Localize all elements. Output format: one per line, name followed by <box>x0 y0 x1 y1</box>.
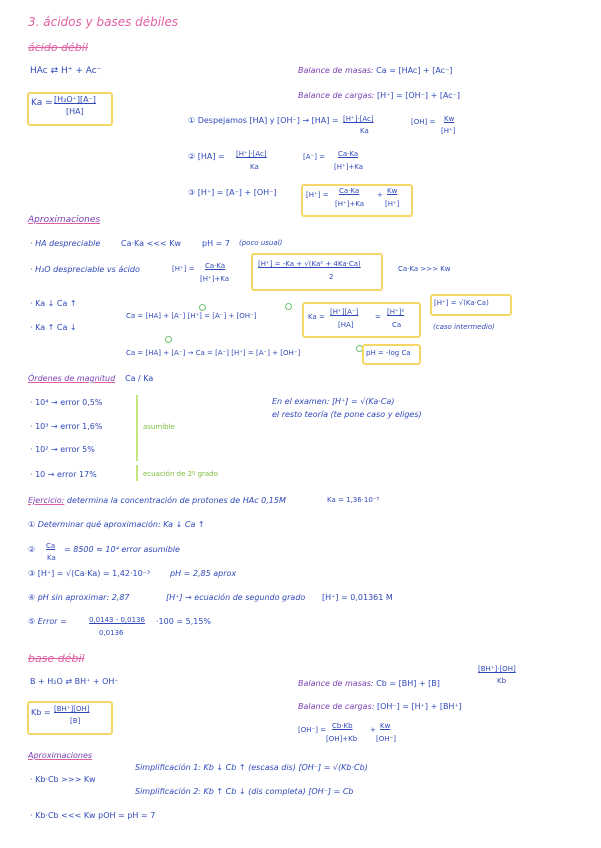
step3-f1-num: Ca·Ka <box>339 187 360 195</box>
step3-plus: + <box>377 191 383 199</box>
aprox-r1-cond: Ca·Ka <<< Kw <box>121 239 182 248</box>
step2-a-den: [H⁺]+Ka <box>334 163 364 171</box>
ejercicio-s2-n: ② <box>28 545 36 554</box>
ejercicio-s1-n: ① <box>28 520 36 529</box>
aprox-r3-box-num1: [H⁺][A⁻] <box>330 308 359 316</box>
aprox-r1-ph: pH = 7 <box>202 239 230 248</box>
aprox-r4: Ca = [HA] + [A⁻] → Ca = [A⁻] [H⁺] = [A⁻] + [OH⁻] <box>126 349 301 357</box>
kb-den: [B] <box>70 717 81 725</box>
step1-oh-num: Kw <box>444 115 455 123</box>
step2-text: [HA] = <box>197 152 225 161</box>
step1-text: Despejamos [HA] y [OH⁻] → [HA] = <box>197 116 339 125</box>
ejercicio-s1 <box>28 521 205 529</box>
base-oh-f1-den: [OH]+Kb <box>326 735 358 743</box>
page-title: 3. ácidos y bases débiles <box>28 15 179 29</box>
base-oh-f2-den: [OH⁻] <box>376 735 396 743</box>
ejercicio-s4-n: ④ <box>28 593 36 602</box>
check-circle-2 <box>285 303 292 310</box>
check-circle-3 <box>165 336 172 343</box>
ec2-bracket <box>136 465 138 481</box>
ejercicio-s4-m: [H⁺] → ecuación de segundo grado <box>166 593 306 602</box>
ejercicio-s4-t: pH sin aproximar: 2,87 <box>37 593 130 602</box>
ejercicio-s2-t: = 8500 ≈ 10⁴ error asumible <box>64 545 180 554</box>
ejercicio-s5-t: Error = <box>37 617 67 626</box>
aprox-r2-num: Ca·Ka <box>205 262 226 270</box>
base-balance-masas-expr: Cb = [BH] + [B] <box>376 679 440 688</box>
ejercicio-s1-t: Determinar qué aproximación: Ka ↓ Ca ↑ <box>37 520 205 529</box>
base-equation: B + H₂O ⇄ BH⁺ + OH⁻ <box>30 677 119 686</box>
ejercicio-s3-n: ③ <box>28 569 36 578</box>
ejercicio-s2-den: Ka <box>47 554 56 562</box>
ejercicio-s5-num: 0,0143 - 0,0136 <box>89 616 145 624</box>
step2-num: ② <box>188 152 196 161</box>
aprox-r3-box-den1: [HA] <box>338 321 354 329</box>
aprox-r2-box <box>251 253 383 291</box>
base-balance-masas-label: Balance de masas: <box>298 679 374 688</box>
aprox-b-r1: · Kb·Cb >>> Kw <box>30 775 96 784</box>
ordenes-exam2: el resto teoría (te pone caso y eliges) <box>272 410 422 419</box>
ejercicio-s4-r: [H⁺] = 0,01361 M <box>322 593 393 602</box>
aprox-b-s1: Simplificación 1: Kb ↓ Cb ↑ (escasa dis) [OH⁻] = √(Kb·Cb) <box>135 763 368 772</box>
ejercicio-s3-t: [H⁺] = √(Ca·Ka) = 1,42·10⁻³ <box>37 569 151 578</box>
aprox-r3-box-lhs: Ka = <box>308 313 325 321</box>
balance-masas-label: Balance de masas: <box>298 66 374 75</box>
ejercicio-line <box>28 497 286 505</box>
base-balance-cargas-expr: [OH⁻] = [H⁺] + [BH⁺] <box>376 702 462 711</box>
ordenes-sub: Ca / Ka <box>125 374 154 383</box>
step2-frac-den: Ka <box>250 163 259 171</box>
step1-oh-den: [H⁺] <box>441 127 456 135</box>
aprox-r2-den: [H⁺]+Ka <box>200 275 230 283</box>
ordenes-heading: Órdenes de magnitud <box>28 374 116 383</box>
balance-cargas-label: Balance de cargas: <box>298 91 375 100</box>
aprox-r2-box-den: 2 <box>329 273 334 281</box>
aprox-b-heading: Aproximaciones <box>28 751 93 760</box>
ejercicio-s3-ph: pH = 2,85 aprox <box>170 569 237 578</box>
step1-frac-den: Ka <box>360 127 369 135</box>
step3-h: [H⁺] = <box>306 191 329 199</box>
step1-frac-num: [H⁺]·[Ac] <box>343 115 374 123</box>
ordenes-asumible: asumible <box>143 423 175 431</box>
ordenes-row-4: · 10 → error 17% <box>30 470 97 479</box>
aprox-r3-box-num2: [H⁺]² <box>387 308 405 316</box>
ejercicio-s2-num: Ca <box>46 542 56 550</box>
step1 <box>188 117 339 125</box>
base-balance-masas <box>298 680 440 688</box>
asumible-bracket <box>136 395 138 461</box>
aprox-r3-mid: Ca = [HA] + [A⁻] [H⁺] = [A⁻] + [OH⁻] <box>126 312 257 320</box>
acido-equation: HAc ⇄ H⁺ + Ac⁻ <box>30 66 102 76</box>
aprox-r3-note: (caso intermedio) <box>433 323 495 331</box>
base-oh-f2-num: Kw <box>380 722 391 730</box>
ordenes-row-2: · 10³ → error 1,6% <box>30 422 103 431</box>
aprox-r3b: · Ka ↑ Ca ↓ <box>30 323 77 332</box>
aprox-heading: Aproximaciones <box>28 215 101 225</box>
aprox-r2-box-num: [H⁺] = -Ka + √(Ka² + 4Ka·Ca) <box>258 260 361 268</box>
step3-f2-num: Kw <box>387 187 398 195</box>
step2-frac-num: [H⁺]·[Ac] <box>236 150 267 158</box>
base-balance-cargas-label: Balance de cargas: <box>298 702 375 711</box>
step3-f2-den: [H⁺] <box>385 200 400 208</box>
acido-heading: ácido débil <box>28 41 88 54</box>
balance-cargas-expr: [H⁺] = [OH⁻] + [Ac⁻] <box>376 91 461 100</box>
balance-cargas <box>298 92 460 100</box>
balance-masas <box>298 67 452 75</box>
ka-num: [H₃O⁺][A⁻] <box>54 95 96 104</box>
ka-den: [HA] <box>66 107 84 116</box>
step3-num: ③ <box>188 188 196 197</box>
aprox-r4-box-text: pH = -log Ca <box>366 349 411 357</box>
check-circle-1 <box>199 304 206 311</box>
kb-lhs: Kb = <box>31 708 51 717</box>
ordenes-ec2: ecuación de 2º grado <box>143 470 218 478</box>
step1-num: ① <box>188 116 196 125</box>
kb-num: [BH⁺][OH] <box>54 705 90 713</box>
ejercicio-s5-r: ·100 = 5,15% <box>156 617 212 626</box>
aprox-r3-right: [H⁺] = √(Ka·Ca) <box>434 299 489 307</box>
base-oh-lhs: [OH⁻] = <box>298 726 327 734</box>
ejercicio-s5-den: 0,0136 <box>99 629 124 637</box>
base-oh-f1-num: Cb·Kb <box>332 722 353 730</box>
ejercicio-s5-n: ⑤ <box>28 617 36 626</box>
ejercicio-label: Ejercicio: <box>28 496 65 505</box>
step2 <box>188 153 225 161</box>
ejercicio-s4 <box>28 594 130 602</box>
aprox-r2-text: · H₂O despreciable vs ácido <box>30 265 140 274</box>
ordenes-exam1: En el examen: [H⁺] = √(Ka·Ca) <box>272 397 395 406</box>
base-heading: base débil <box>28 652 85 665</box>
ejercicio-s5 <box>28 618 67 626</box>
ordenes-row-1: · 10⁴ → error 0,5% <box>30 398 103 407</box>
base-oh-plus: + <box>370 726 376 734</box>
step2-a: [A⁻] = <box>303 153 326 161</box>
ejercicio-s3 <box>28 570 150 578</box>
aprox-r3-box-den2: Ca <box>392 321 402 329</box>
base-arrow-frac-den: Kb <box>497 677 507 685</box>
step3-f1-den: [H⁺]+Ka <box>335 200 365 208</box>
aprox-r2-eq: [H⁺] = <box>172 265 195 273</box>
base-arrow-frac-num: [BH⁺]·[OH] <box>478 665 516 673</box>
base-balance-cargas <box>298 703 462 711</box>
ejercicio-text: determina la concentración de protones de HAc 0,15M <box>66 496 286 505</box>
ka-lhs: Ka = <box>31 98 53 108</box>
ejercicio-ka: Ka = 1,36·10⁻⁵ <box>327 496 380 504</box>
aprox-r3-box-eq: = <box>375 313 381 321</box>
aprox-b-s2: Simplificación 2: Kb ↑ Cb ↓ (dis completa) [OH⁻] = Cb <box>135 787 354 796</box>
step3 <box>188 189 277 197</box>
aprox-r2-cond: Ca·Ka >>> Kw <box>398 265 451 273</box>
step3-text: [H⁺] = [A⁻] + [OH⁻] <box>197 188 277 197</box>
aprox-r1-note: (poco usual) <box>239 239 283 247</box>
aprox-b-r2: · Kb·Cb <<< Kw pOH = pH = 7 <box>30 811 156 820</box>
ordenes-row-3: · 10² → error 5% <box>30 445 95 454</box>
aprox-r1-text: · HA despreciable <box>30 239 101 248</box>
balance-masas-expr: Ca = [HAc] + [Ac⁻] <box>376 66 453 75</box>
aprox-r3a: · Ka ↓ Ca ↑ <box>30 299 77 308</box>
step1-oh: [OH] = <box>411 118 436 126</box>
step2-a-num: Ca·Ka <box>338 150 359 158</box>
